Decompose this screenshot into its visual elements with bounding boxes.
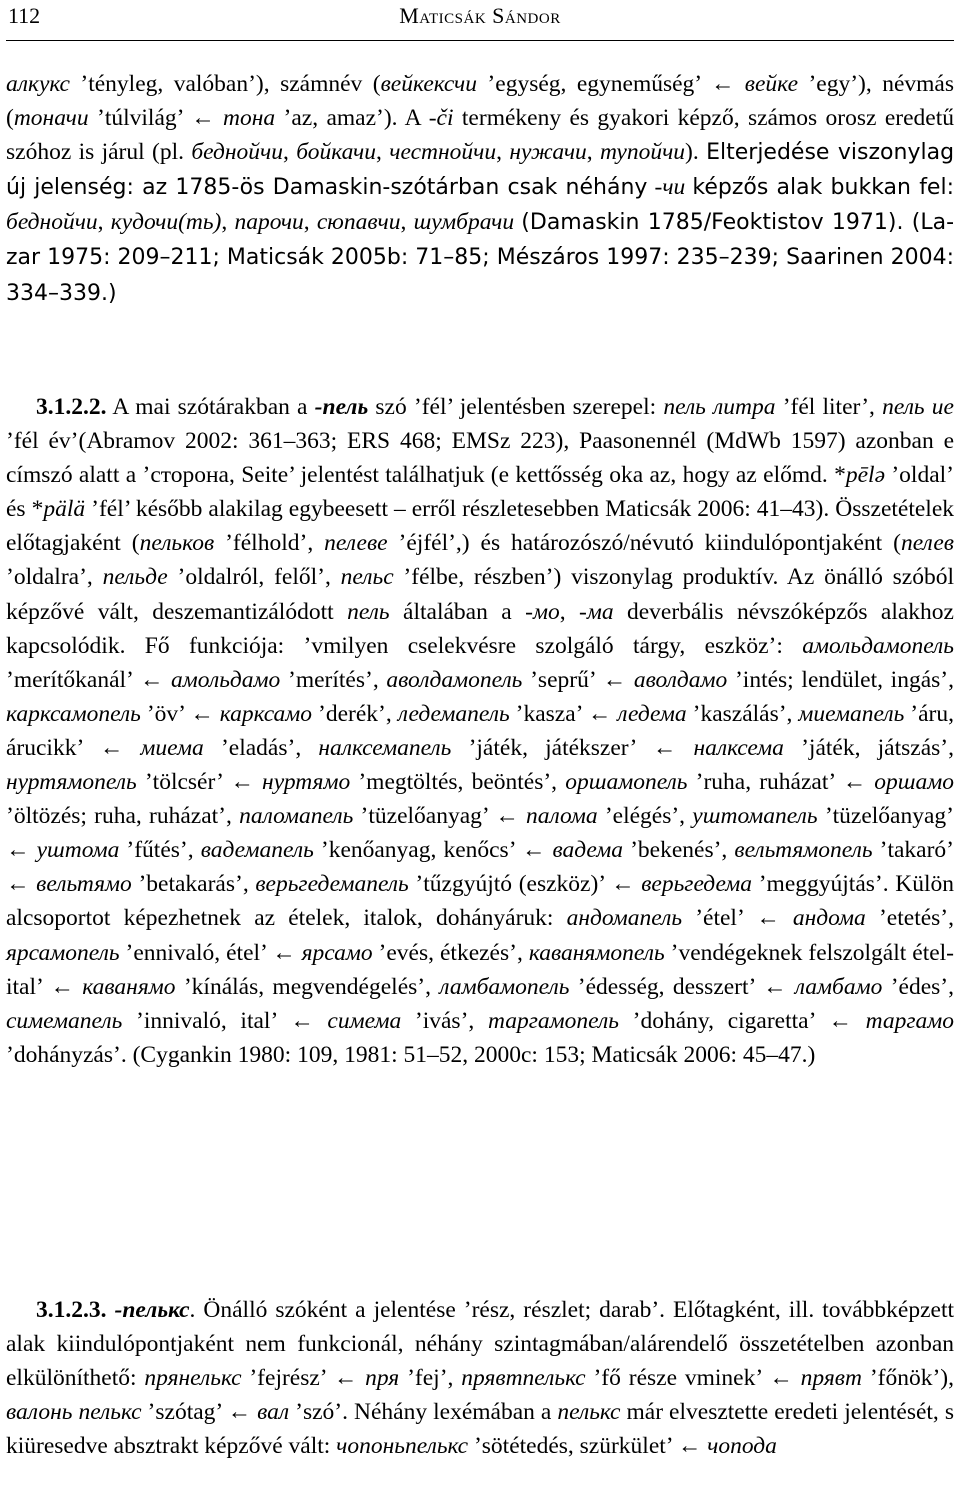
section-3-1-2-3-paragraph: 3.1.2.3. -пелькс. Önálló szóként a jelentése ’rész, részlet; darab’. Előtagként, ill. továbbképzett alak kiindulópontjaként nem funkcionál, néhány szintagmában/alárendelő összetételben azonban elkülöníthető: прянелькс ’fejrész’ ← пря ’fej’, прявтпелькс ’fő része vminek’ ← прявт ’főnök’), валонь пелькс ’szótag’ ← вал ’szó’. Néhány lexémában a пелькс már elvesztette eredeti jelentését, s kiüresedve absztrakt képzővé vált: чопоньпелькс ’sötétedés, szürkület’ ← чопода xyxy=(6,1297,955,1460)
page-header xyxy=(6,0,954,41)
page-number: 112 xyxy=(8,3,41,28)
paragraph-continuation: алкукс ’tényleg, valóban’), számnév (вейкексчи ’egység, egyneműség’ ← вейке ’egy’), névmás (тоначи ’túlvilág’ ← тона ’az, amaz’). A -či termékeny és gyakori képző, számos orosz eredetű szóhoz is járul (pl. беднойчи, бойкачи, честнойчи, нужачи, тупойчи). Elterjedése viszonylag új jelenség: az 1785-ös Damaskin-szótárban csak néhány -чи képzős alak bukkan fel: беднойчи, кудочи(ть), парочи, сюпавчи, шумбрачи (Damaskin 1785/Feoktistov 1971). (Lazar 1975: 209–211; Maticsák 2005b: 71–85; Mészáros 1997: 235–239; Saarinen 2004: 334–339.) xyxy=(6,71,955,306)
section-3-1-2-2-paragraph: 3.1.2.2. A mai szótárakban a -пель szó ’fél’ jelentésben szerepel: пель литра ’fél liter’, пель ие ’fél év’(Abramov 2002: 361–363; ERS 468; EMSz 223), Paasonennél (MdWb 1597) azonban e címszó alatt a ’сторона, Seite’ jelentést találhatjuk (e kettősség oka az, hogy az előmd. *pēlə ’oldal’ és *pälä ’fél’ később alakilag egybeesett – erről részletesebben Maticsák 2006: 41–43). Összetételek előtagjaként (пельков ’félhold’, пелеве ’éjfél’,) és határozószó/névutó kiindulópontjaként (пелев ’oldalra’, пельде ’oldalról, felől’, пельс ’félbe, részben’) viszonylag produktív. Az önálló szóból képzővé vált, deszemantizálódott пель általában a -мо, -ма deverbális névszóképzős alakhoz kapcsolódik. Fő funkciója: ’vmilyen cselekvésre szolgáló tárgy, eszköz’: амольдамопель ’merítőkanál’ ← амольдамо ’merítés’, аволдамопель ’seprű’ ← аволдамо ’intés; lendület, ingás’, карксамопель ’öv’ ← карксамо ’derék’, ледемапель ’kasza’ ← ледема ’kaszálás’, миемапель ’áru, árucikk’ ← миема ’eladás’, налксемапель ’játék, játékszer’ ← налксема ’játék, játszás’, нуртямопель ’tölcsér’ ← нуртямо ’megtöltés, beöntés’, оршамопель ’ruha, ruházat’ ← оршамо ’öltözés; ruha, ruházat’, паломапель ’tüzelőanyag’ ← палома ’elégés’, уштомапель ’tüzelőanyag’ ← уштома ’fűtés’, вадемапель ’kenőanyag, kenőcs’ ← вадема ’bekenés’, вельтямопель ’takaró’ ← вельтямо ’betakarás’, верьгедемапель ’tűzgyújtó (eszköz)’ ← верьгедема ’meggyújtás’. Külön alcsoportot képezhetnek az ételek, italok, dohányáruk: андомапель ’étel’ ← андома ’etetés’, ярсамопель ’ennivaló, étel’ ← ярсамо ’evés, étkezés’, каванямопель ’vendégeknek felszolgált étel-ital’ ← каванямо ’kínálás, megvendégelés’, ламбамопель ’édesség, desszert’ ← ламбамо ’édes’, симемапель ’innivaló, ital’ ← симема ’ivás’, таргамопель ’dohány, cigaretta’ ← таргамо ’dohányzás’. (Cygankin 1980: 109, 1981: 51–52, 2000c: 153; Maticsák 2006: 45–47.) xyxy=(6,394,955,1068)
page xyxy=(6,0,955,1460)
running-head: Maticsák Sándor xyxy=(399,3,561,28)
